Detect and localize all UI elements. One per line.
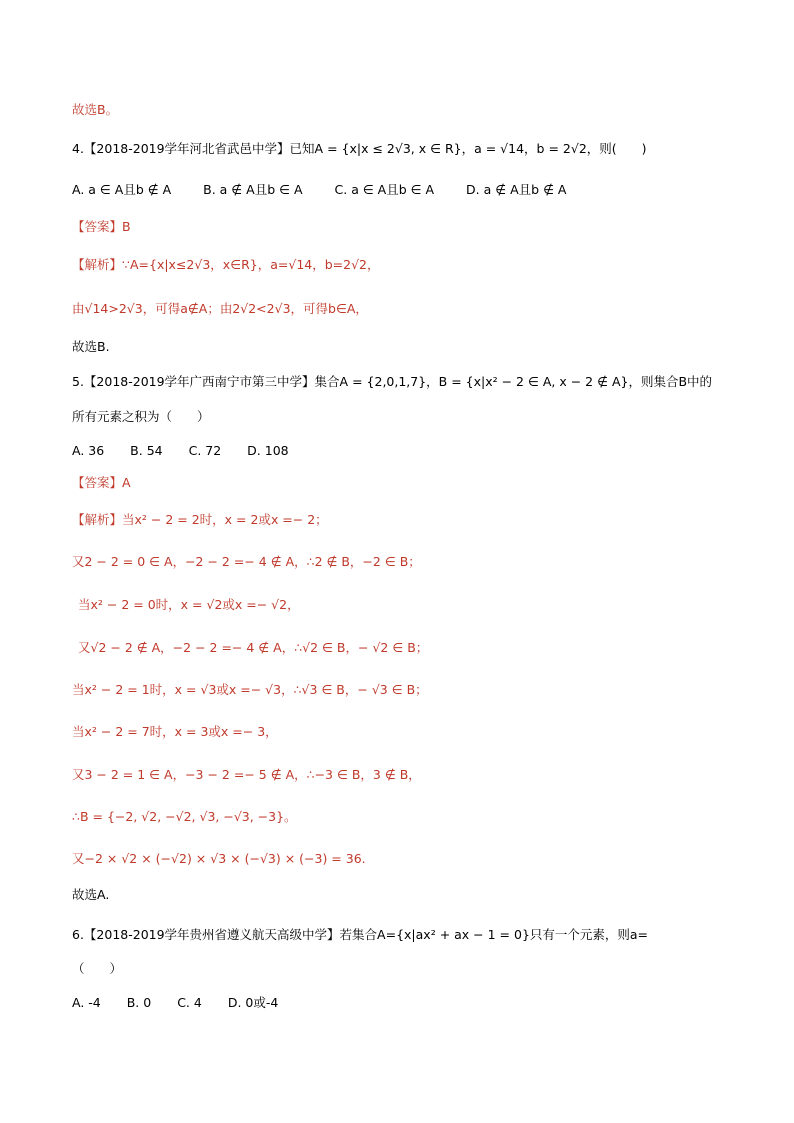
option-a: A. 36 bbox=[72, 443, 105, 458]
answer-tag: 【答案】 bbox=[72, 219, 123, 234]
answer-tag: 【答案】 bbox=[72, 475, 123, 490]
option-c: C. 4 bbox=[177, 995, 202, 1010]
analysis-line bbox=[72, 256, 380, 274]
analysis-line: 当x² − 2 = 7时，x = 3或x =− 3， bbox=[72, 724, 278, 739]
option-c: C. 72 bbox=[188, 443, 222, 458]
analysis-text: ∵A={x|x≤2√3，x∈R}，a=√14，b=2√2， bbox=[122, 257, 380, 272]
analysis-line: 由√14>2√3，可得a∉A；由2√2<2√3，可得b∈A， bbox=[72, 301, 368, 316]
option-d: D. a ∉ A且b ∉ A bbox=[466, 182, 567, 197]
answer-line bbox=[72, 218, 131, 236]
question-6-options bbox=[72, 994, 300, 1012]
analysis-line: 又2 − 2 = 0 ∈ A，−2 − 2 =− 4 ∉ A，∴2 ∉ B，−2 ∈ B； bbox=[72, 554, 421, 569]
question-5-stem: 5.【2018-2019学年广西南宁市第三中学】集合A = {2,0,1,7}，B = {x|x² − 2 ∈ A, x − 2 ∉ A}，则集合B中的 bbox=[72, 374, 713, 389]
option-b: B. 54 bbox=[130, 443, 163, 458]
question-4-options bbox=[72, 181, 595, 199]
conclusion-line: 故选A. bbox=[72, 887, 110, 902]
option-b: B. a ∉ A且b ∈ A bbox=[203, 182, 303, 197]
answer-line bbox=[72, 474, 131, 492]
analysis-tag: 【解析】 bbox=[72, 257, 123, 272]
analysis-line: ∴B = {−2, √2, −√2, √3, −√3, −3}。 bbox=[72, 809, 297, 824]
analysis-line: 当x² − 2 = 1时，x = √3或x =− √3，∴√3 ∈ B，− √3 ∈ B； bbox=[72, 682, 428, 697]
analysis-line bbox=[72, 511, 328, 529]
option-d: D. 108 bbox=[247, 443, 289, 458]
analysis-tag: 【解析】 bbox=[72, 512, 123, 527]
analysis-line: 又3 − 2 = 1 ∈ A，−3 − 2 =− 5 ∉ A，∴−3 ∈ B，3 ∉ B， bbox=[72, 767, 421, 782]
option-d: D. 0或-4 bbox=[227, 995, 279, 1010]
analysis-line: 当x² − 2 = 0时，x = √2或x =− √2， bbox=[78, 597, 300, 612]
question-6-stem: 6.【2018-2019学年贵州省遵义航天高级中学】若集合A={x|ax² + ax − 1 = 0}只有一个元素，则a= bbox=[72, 927, 649, 942]
option-a: A. a ∈ A且b ∉ A bbox=[72, 182, 172, 197]
option-c: C. a ∈ A且b ∈ A bbox=[334, 182, 435, 197]
question-5-options bbox=[72, 442, 311, 460]
answer-value: A bbox=[122, 475, 131, 490]
conclusion-line: 故选B。 bbox=[72, 102, 119, 117]
question-5-stem-cont: 所有元素之积为（ ） bbox=[72, 409, 210, 424]
question-4-stem: 4.【2018-2019学年河北省武邑中学】已知A = {x|x ≤ 2√3, x ∈ R}，a = √14，b = 2√2，则( ) bbox=[72, 141, 647, 156]
conclusion-line: 故选B. bbox=[72, 339, 110, 354]
option-b: B. 0 bbox=[126, 995, 152, 1010]
analysis-text: 当x² − 2 = 2时，x = 2或x =− 2； bbox=[122, 512, 328, 527]
answer-value: B bbox=[122, 219, 131, 234]
question-6-stem-cont: （ ） bbox=[72, 961, 123, 976]
option-a: A. -4 bbox=[72, 995, 101, 1010]
analysis-line: 又−2 × √2 × (−√2) × √3 × (−√3) × (−3) = 36. bbox=[72, 851, 366, 866]
analysis-line: 又√2 − 2 ∉ A，−2 − 2 =− 4 ∉ A，∴√2 ∈ B，− √2 ∈ B； bbox=[78, 640, 429, 655]
